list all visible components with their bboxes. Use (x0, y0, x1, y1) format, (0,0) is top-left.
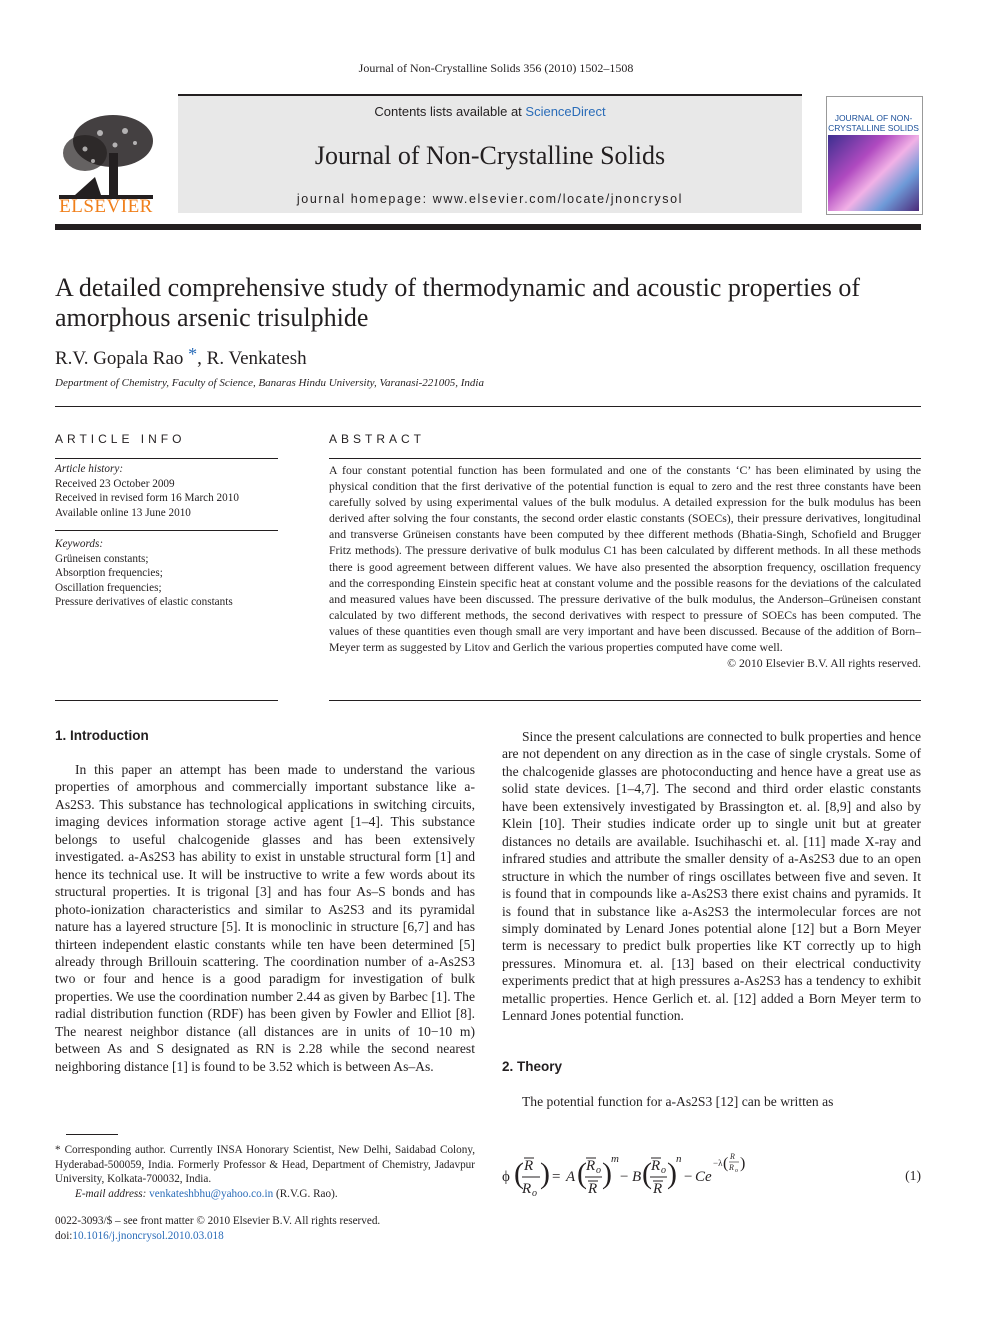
svg-text:Ce: Ce (695, 1169, 712, 1185)
svg-text:R: R (729, 1163, 734, 1172)
paragraph: In this paper an attempt has been made to understand the various properties of amorphous and commercially important substance like a-As2S3. This substance has technological applications in switching circuits, imaging devices information storage active agent [1–4]. This substance belongs to useful chalcogenide glasses and has been extensively investigated. a-As2S3 has ability to exist in unstable structural form [1] and hence its technical use. It will be instructive to write a few words about its structural properties. It is trigonal [3] and has four As–S bonds and has photo-ionization characteristics and similar to As2S3 and its pyramidal nature has a layered structure [5]. It is monoclinic in structure [6,7] and has thirteen independent elastic constants while ten have been determined [5] already through Brillouin scattering. The coordination number of a-As2S3 two or four and hence is a good paradigm for investigation of bulk properties. We use the coordination number 2.44 as given by Barbec [1]. The radial distribution function (RDF) has been given by Fowler and Elliot [8]. The nearest neighbor distance (all distances are in units of 10−10 m) between As and S designated as RN is 2.28 while the second nearest neighboring distance [1] is found to be 3.52 which is between As–As. (55, 762, 475, 1074)
contents-line: Contents lists available at ScienceDirect (374, 104, 606, 119)
issn-line: 0022-3093/$ – see front matter © 2010 Elsevier B.V. All rights reserved. (55, 1215, 381, 1227)
svg-text:R: R (588, 1181, 598, 1197)
keyword: Pressure derivatives of elastic constants (55, 596, 233, 609)
history-label: Article history: (55, 463, 124, 475)
history-online: Available online 13 June 2010 (55, 506, 191, 519)
doi-line: doi:10.1016/j.jnoncrysol.2010.03.018 (55, 1229, 224, 1242)
keyword: Grüneisen constants; (55, 552, 149, 565)
introduction-body (55, 761, 475, 1075)
svg-text:o: o (596, 1165, 601, 1176)
issn-doi (55, 1214, 475, 1243)
svg-text:o: o (532, 1188, 537, 1199)
svg-text:(: ( (723, 1155, 729, 1172)
divider (329, 458, 921, 459)
equation-number: (1) (905, 1168, 921, 1183)
divider (55, 458, 278, 459)
elsevier-wordmark: ELSEVIER (59, 196, 153, 217)
corresponding-author-note: * Corresponding author. Currently INSA Honorary Scientist, New Delhi, Saidabad Colony, Hyderabad-500059, India. Formerly Professor & Head, Department of Chemistry, Jadavpur University, Kolkata-700032, India. (55, 1144, 475, 1185)
svg-text:−: − (684, 1169, 693, 1185)
corresponding-author-star[interactable]: * (188, 344, 198, 364)
divider (55, 530, 278, 531)
introduction-body-continued (502, 728, 921, 1025)
history-revised: Received in revised form 16 March 2010 (55, 492, 239, 505)
svg-text:B: B (632, 1169, 642, 1185)
abstract (329, 462, 921, 671)
divider (329, 700, 921, 701)
affiliation: Department of Chemistry, Faculty of Science, Banaras Hindu University, Varanasi-221005, India (55, 377, 484, 389)
svg-text:R: R (651, 1158, 661, 1174)
svg-text:m: m (611, 1153, 619, 1165)
divider (55, 406, 921, 407)
svg-text:n: n (676, 1153, 682, 1165)
equation-1 (502, 1148, 921, 1202)
paragraph: The potential function for a-As2S3 [12] can be written as (522, 1094, 834, 1109)
svg-text:(: ( (577, 1157, 587, 1190)
svg-text:A: A (566, 1169, 576, 1185)
svg-text:o: o (661, 1165, 666, 1176)
svg-text:): ) (667, 1157, 677, 1190)
svg-text:=: = (552, 1169, 561, 1185)
abstract-text: A four constant potential function has been formulated and one of the constants ‘C’ has been eliminated by using the physical condition that the first derivative of the potential function is equal to zero and the rest three constants have been carefully solved by using experimental values of the bulk modulus. A detailed expression for the bulk modulus has been derived after solving the four constants, the second order elastic constants (SOECs), their pressure derivatives, longitudinal and transverse Grüneisen constants have been computed by thee different methods (Bhatia-Singh, Schofield and Brugger Fritz methods). The pressure derivative of bulk modulus C1 has been calculated by different methods. In all these methods there is good agreement between different values. We have also presented the absorption frequency, oscillation frequency and the corresponding Einstein specific heat at constant volume and the possible reasons for the deviations of the calculated and measured values have been discussed. The pressure derivative of the bulk modulus, the Anderson–Grüneisen constant calculated by two different methods, the second derivatives with respect to pressure of SOECs has been computed. The values of these quantities even though small are very important and have been discussed. Because of the addition of Born–Meyer term as suggested by Litov and Gerlich the various properties computed have come well. (329, 463, 921, 655)
abstract-heading: ABSTRACT (329, 432, 426, 446)
footnotes (55, 1143, 475, 1201)
history-received: Received 23 October 2009 (55, 477, 175, 490)
svg-text:R: R (586, 1158, 596, 1174)
keyword: Absorption frequencies; (55, 567, 163, 580)
keywords (55, 537, 278, 610)
copyright: © 2010 Elsevier B.V. All rights reserved. (727, 656, 921, 671)
email-line: E-mail address: venkateshbhu@yahoo.co.in (R.V.G. Rao). (75, 1187, 338, 1200)
keyword: Oscillation frequencies; (55, 581, 162, 594)
svg-text:R: R (524, 1158, 534, 1174)
svg-text:o: o (735, 1168, 738, 1174)
header-divider (55, 224, 921, 230)
author-name: R.V. Gopala Rao (55, 348, 184, 369)
section-heading-introduction: 1. Introduction (55, 728, 149, 743)
header-top-rule (178, 94, 802, 96)
author-list (55, 344, 307, 370)
svg-text:ϕ: ϕ (502, 1169, 510, 1185)
section-heading-theory: 2. Theory (502, 1059, 563, 1074)
sciencedirect-link[interactable]: ScienceDirect (525, 104, 606, 119)
article-info-heading: ARTICLE INFO (55, 432, 186, 446)
svg-text:): ) (540, 1157, 550, 1190)
svg-text:(: ( (642, 1157, 652, 1190)
svg-text:): ) (602, 1157, 612, 1190)
svg-text:−λ: −λ (713, 1158, 723, 1168)
article-title: A detailed comprehensive study of thermodynamic and acoustic properties of amorphous arsenic trisulphide (55, 273, 861, 332)
paragraph: Since the present calculations are connected to bulk properties and hence are not dependent on any direction as in the case of single crystals. Some of the chalcogenide glasses are photoconducting and hence have a great use as solid state devices. [1–4,7]. The second and third order elastic constants have been extensively investigated by Brassington et. al. [8,9] and also by Klein [10]. Their studies indicate order up to single unit but at greater distances no details are available. Isuchihaschi et. al. [11] made X-ray and infrared studies and attribute the smaller density of a-As2S3 due to an open structure in which the number of rings oscillates between five and seven. It is found that in compounds like a-As2S3 there exist chains and pyramids. It is found that in substance like a-As2S3 the intermolecular forces are not simply dominated by Lenard Jones potential alone [12] but a Born Meyer term is necessary to predict bulk properties like KT correctly up to high pressures. Minomura et. al. [13] based on their electrical conductivity experiments predict that at high pressures a-As2S3 has a tendency to exhibit metallic properties. Hence Gerlich et. al. [12] added a Born Meyer term to Lennard Jones potential function. (502, 729, 921, 1024)
svg-text:R: R (730, 1152, 735, 1161)
divider (55, 700, 278, 701)
email-link[interactable]: venkateshbhu@yahoo.co.in (149, 1187, 274, 1200)
keywords-label: Keywords: (55, 538, 104, 550)
author-name: , R. Venkatesh (197, 348, 307, 369)
footnote-rule (66, 1134, 118, 1135)
article-history (55, 462, 278, 520)
doi-link[interactable]: 10.1016/j.jnoncrysol.2010.03.018 (72, 1229, 224, 1242)
journal-homepage[interactable]: journal homepage: www.elsevier.com/locate/jnoncrysol (296, 192, 684, 206)
cover-title: JOURNAL OF NON-CRYSTALLINE SOLIDS (828, 113, 919, 133)
svg-text:R: R (522, 1181, 532, 1197)
svg-text:R: R (653, 1181, 663, 1197)
svg-text:−: − (620, 1169, 629, 1185)
theory-body (502, 1093, 921, 1110)
journal-title: Journal of Non-Crystalline Solids (314, 141, 666, 170)
svg-text:): ) (740, 1155, 746, 1172)
journal-citation: Journal of Non-Crystalline Solids 356 (2010) 1502–1508 (358, 61, 634, 75)
cover-art-image (828, 135, 919, 211)
svg-text:(: ( (514, 1157, 524, 1190)
